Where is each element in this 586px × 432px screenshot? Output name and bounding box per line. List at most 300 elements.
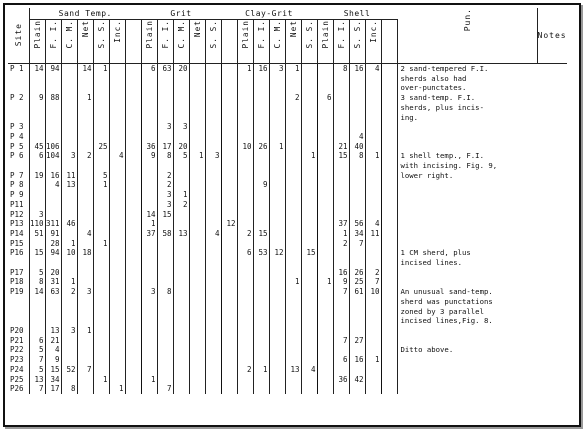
count-cell — [141, 83, 157, 93]
count-cell — [333, 210, 349, 220]
count-cell — [301, 345, 317, 355]
grit-subheader: Net — [189, 20, 205, 64]
count-cell — [77, 239, 93, 249]
note-cell: Ditto above. — [400, 345, 454, 355]
table-row — [8, 365, 567, 375]
count-cell — [125, 384, 141, 394]
note-cell: sherds also had — [400, 73, 467, 83]
count-cell: 6 — [333, 355, 349, 365]
notes-column-header: Notes — [537, 8, 567, 64]
count-cell — [45, 132, 61, 142]
count-cell — [61, 258, 77, 268]
count-cell: 3 — [205, 151, 221, 161]
count-cell: 8 — [333, 64, 349, 74]
count-cell — [269, 345, 285, 355]
count-cell — [317, 336, 333, 346]
note-cell: An unusual sand-temp. — [400, 287, 493, 297]
count-cell: 42 — [349, 375, 365, 385]
count-cell — [349, 113, 365, 123]
count-cell — [189, 268, 205, 278]
count-cell — [301, 307, 317, 317]
count-cell — [61, 336, 77, 346]
count-cell — [285, 287, 301, 297]
count-cell: 21 — [45, 336, 61, 346]
count-cell — [109, 365, 125, 375]
count-cell: 37 — [141, 229, 157, 239]
table-row — [8, 239, 567, 249]
count-cell — [205, 326, 221, 336]
count-cell: 15 — [157, 210, 173, 220]
count-cell — [301, 180, 317, 190]
count-cell — [365, 239, 381, 249]
count-cell — [109, 161, 125, 171]
table-row — [8, 326, 567, 336]
count-cell — [237, 345, 253, 355]
count-cell: 9 — [253, 180, 269, 190]
count-cell — [253, 161, 269, 171]
count-cell — [173, 248, 189, 258]
count-cell — [237, 151, 253, 161]
site-cell: P24 — [8, 365, 29, 375]
count-cell — [381, 239, 397, 249]
count-cell — [157, 248, 173, 258]
grit-subheader: F. I. — [157, 20, 173, 64]
count-cell — [349, 93, 365, 103]
count-cell — [45, 190, 61, 200]
count-cell: 8 — [157, 287, 173, 297]
sand-subheader: F. I. — [45, 20, 61, 64]
count-cell — [221, 210, 237, 220]
count-cell: 3 — [61, 326, 77, 336]
count-cell — [189, 287, 205, 297]
table-row — [8, 93, 567, 103]
count-cell — [221, 171, 237, 181]
count-cell — [189, 180, 205, 190]
count-cell: 311 — [45, 219, 60, 229]
count-cell — [221, 365, 237, 375]
count-cell — [125, 132, 141, 142]
count-cell — [253, 103, 269, 113]
note-cell — [397, 239, 537, 249]
count-cell — [285, 122, 301, 132]
count-cell — [109, 287, 125, 297]
site-column-header: Site — [8, 8, 29, 64]
count-cell — [93, 384, 109, 394]
table-row — [8, 132, 567, 142]
count-cell — [29, 74, 45, 84]
count-cell — [381, 161, 397, 171]
count-cell: 19 — [29, 171, 45, 181]
count-cell — [253, 200, 269, 210]
count-cell: 8 — [157, 151, 173, 161]
count-cell: 52 — [61, 365, 77, 375]
count-cell — [125, 161, 141, 171]
count-cell — [269, 200, 285, 210]
count-cell — [301, 200, 317, 210]
count-cell — [285, 180, 301, 190]
count-cell — [205, 297, 221, 307]
count-cell — [205, 74, 221, 84]
count-cell — [253, 355, 269, 365]
count-cell — [285, 297, 301, 307]
table-row — [8, 219, 567, 229]
count-cell — [301, 375, 317, 385]
count-cell — [125, 277, 141, 287]
table-row — [8, 180, 567, 190]
count-cell — [237, 83, 253, 93]
count-cell — [189, 190, 205, 200]
count-cell — [381, 316, 397, 326]
count-cell: 5 — [173, 151, 189, 161]
note-cell — [397, 180, 537, 190]
count-cell: 2 — [237, 365, 253, 375]
count-cell — [205, 190, 221, 200]
count-cell — [237, 287, 253, 297]
count-cell — [205, 161, 221, 171]
count-cell: 13 — [29, 375, 45, 385]
count-cell: 58 — [157, 229, 173, 239]
count-cell: 9 — [141, 151, 157, 161]
count-cell: 63 — [157, 64, 173, 74]
count-cell — [333, 345, 349, 355]
count-cell — [285, 83, 301, 93]
count-cell — [285, 229, 301, 239]
count-cell — [301, 210, 317, 220]
sand-temp-group-header: Sand Temp. — [29, 8, 141, 20]
count-cell — [301, 258, 317, 268]
count-cell — [205, 180, 221, 190]
count-cell — [381, 345, 397, 355]
count-cell — [109, 210, 125, 220]
count-cell — [365, 365, 381, 375]
count-cell — [301, 161, 317, 171]
count-cell — [365, 171, 381, 181]
count-cell: 106 — [45, 141, 60, 151]
count-cell — [189, 297, 205, 307]
count-cell — [333, 200, 349, 210]
count-cell: 34 — [45, 375, 61, 385]
count-cell — [29, 297, 45, 307]
count-cell — [381, 384, 397, 394]
count-cell: 2 — [157, 180, 173, 190]
count-cell: 2 — [333, 239, 349, 249]
count-cell — [301, 103, 317, 113]
count-cell — [109, 307, 125, 317]
count-cell: 4 — [45, 345, 61, 355]
table-row — [8, 316, 567, 326]
count-cell: 3 — [141, 287, 157, 297]
pottery-tally-table — [8, 8, 567, 394]
count-cell — [93, 83, 109, 93]
count-cell — [173, 219, 189, 229]
count-cell — [205, 122, 221, 132]
count-cell — [205, 103, 221, 113]
count-cell — [205, 132, 221, 142]
count-cell: 1 — [365, 355, 381, 365]
count-cell: 16 — [45, 171, 61, 181]
count-cell: 46 — [61, 219, 77, 229]
count-cell — [205, 384, 221, 394]
count-cell — [221, 307, 237, 317]
count-cell: 25 — [349, 277, 365, 287]
count-cell — [349, 180, 365, 190]
count-cell — [29, 326, 45, 336]
count-cell — [221, 375, 237, 385]
count-cell — [173, 316, 189, 326]
count-cell: 6 — [317, 93, 333, 103]
count-cell — [189, 142, 205, 152]
note-cell: incised lines. — [400, 258, 463, 268]
count-cell — [381, 103, 397, 113]
count-cell — [189, 365, 205, 375]
count-cell — [253, 210, 269, 220]
count-cell — [173, 297, 189, 307]
count-cell — [333, 248, 349, 258]
count-cell — [317, 142, 333, 152]
count-cell — [109, 74, 125, 84]
count-cell — [141, 171, 157, 181]
count-cell — [237, 326, 253, 336]
count-cell: 1 — [237, 64, 253, 74]
count-cell — [77, 316, 93, 326]
note-cell — [397, 355, 537, 365]
count-cell — [189, 210, 205, 220]
count-cell — [189, 161, 205, 171]
count-cell — [269, 113, 285, 123]
count-cell — [237, 103, 253, 113]
count-cell — [173, 355, 189, 365]
count-cell — [365, 375, 381, 385]
count-cell: 20 — [173, 64, 189, 74]
count-cell: 5 — [29, 268, 45, 278]
count-cell — [301, 113, 317, 123]
count-cell — [205, 365, 221, 375]
count-cell — [125, 210, 141, 220]
count-cell — [173, 277, 189, 287]
site-cell — [8, 113, 29, 123]
count-cell: 7 — [29, 355, 45, 365]
count-cell: 15 — [333, 151, 349, 161]
count-cell — [285, 190, 301, 200]
count-cell — [381, 248, 397, 258]
count-cell — [317, 83, 333, 93]
count-cell — [61, 64, 77, 74]
count-cell — [157, 277, 173, 287]
count-cell: 13 — [173, 229, 189, 239]
count-cell — [285, 151, 301, 161]
count-cell — [141, 345, 157, 355]
count-cell — [237, 219, 253, 229]
count-cell — [141, 258, 157, 268]
count-cell — [365, 180, 381, 190]
count-cell — [141, 268, 157, 278]
count-cell: 26 — [349, 268, 365, 278]
count-cell — [77, 132, 93, 142]
count-cell — [285, 248, 301, 258]
count-cell — [157, 355, 173, 365]
count-cell — [77, 103, 93, 113]
count-cell — [45, 74, 61, 84]
count-cell — [157, 336, 173, 346]
count-cell — [189, 248, 205, 258]
count-cell — [173, 103, 189, 113]
count-cell — [141, 113, 157, 123]
count-cell: 7 — [365, 277, 381, 287]
clay-subheader: Plain — [237, 20, 253, 64]
count-cell — [61, 113, 77, 123]
count-cell — [93, 307, 109, 317]
shell-subheader: Inc. — [365, 20, 381, 64]
count-cell — [29, 132, 45, 142]
count-cell — [189, 355, 205, 365]
count-cell — [381, 210, 397, 220]
count-cell — [61, 132, 77, 142]
count-cell — [285, 113, 301, 123]
count-cell — [77, 336, 93, 346]
note-cell: 1 CM sherd, plus — [400, 248, 471, 258]
count-cell — [285, 258, 301, 268]
site-cell: P17 — [8, 268, 29, 278]
count-cell — [189, 132, 205, 142]
count-cell: 25 — [93, 142, 109, 152]
count-cell — [237, 161, 253, 171]
count-cell — [77, 180, 93, 190]
count-cell — [109, 132, 125, 142]
count-cell — [381, 113, 397, 123]
count-cell: 1 — [93, 239, 109, 249]
count-cell — [93, 277, 109, 287]
count-cell: 36 — [333, 375, 349, 385]
count-cell — [301, 64, 317, 74]
count-cell — [237, 190, 253, 200]
count-cell — [93, 161, 109, 171]
count-cell: 4 — [349, 132, 365, 142]
count-cell — [381, 287, 397, 297]
count-cell: 1 — [61, 239, 77, 249]
table-row — [8, 190, 567, 200]
count-cell — [125, 151, 141, 161]
count-cell — [125, 355, 141, 365]
site-cell: P15 — [8, 239, 29, 249]
count-cell — [125, 345, 141, 355]
count-cell — [125, 64, 141, 74]
count-cell — [253, 74, 269, 84]
note-cell: over-punctates. — [400, 83, 467, 93]
count-cell — [61, 103, 77, 113]
count-cell — [29, 161, 45, 171]
count-cell — [381, 83, 397, 93]
count-cell — [221, 268, 237, 278]
count-cell: 12 — [221, 219, 237, 229]
count-cell — [333, 258, 349, 268]
site-cell: P22 — [8, 345, 29, 355]
count-cell: 45 — [29, 142, 45, 152]
blank-subheader — [221, 20, 237, 64]
count-cell — [77, 74, 93, 84]
count-cell — [269, 287, 285, 297]
count-cell — [269, 103, 285, 113]
count-cell — [61, 161, 77, 171]
count-cell — [285, 384, 301, 394]
count-cell — [109, 64, 125, 74]
count-cell — [205, 64, 221, 74]
count-cell — [45, 103, 61, 113]
count-cell — [205, 200, 221, 210]
count-cell — [381, 375, 397, 385]
note-cell — [397, 326, 537, 336]
site-cell: P20 — [8, 326, 29, 336]
count-cell — [301, 355, 317, 365]
count-cell — [285, 326, 301, 336]
count-cell — [253, 151, 269, 161]
count-cell: 94 — [45, 248, 61, 258]
count-cell — [221, 248, 237, 258]
count-cell — [157, 268, 173, 278]
note-cell: with incising. Fig. 9, — [400, 161, 498, 171]
count-cell — [333, 180, 349, 190]
count-cell — [253, 258, 269, 268]
count-cell: 3 — [77, 287, 93, 297]
count-cell — [349, 103, 365, 113]
count-cell: 1 — [93, 375, 109, 385]
count-cell — [349, 316, 365, 326]
count-cell — [381, 190, 397, 200]
count-cell — [349, 258, 365, 268]
count-cell — [349, 171, 365, 181]
table-row — [8, 113, 567, 123]
count-cell: 3 — [61, 151, 77, 161]
count-cell — [205, 113, 221, 123]
count-cell — [301, 297, 317, 307]
grit-group-header: Grit — [141, 8, 221, 20]
site-cell: P 2 — [8, 93, 29, 103]
count-cell — [173, 180, 189, 190]
count-cell — [125, 258, 141, 268]
count-cell — [381, 219, 397, 229]
count-cell — [301, 268, 317, 278]
count-cell — [349, 200, 365, 210]
count-cell — [189, 122, 205, 132]
count-cell — [29, 239, 45, 249]
count-cell: 4 — [365, 64, 381, 74]
count-cell — [173, 345, 189, 355]
count-cell — [333, 93, 349, 103]
count-cell — [317, 384, 333, 394]
count-cell — [317, 122, 333, 132]
count-cell: 31 — [45, 277, 61, 287]
count-cell — [173, 74, 189, 84]
table-row — [8, 83, 567, 93]
count-cell — [77, 190, 93, 200]
count-cell: 2 — [61, 287, 77, 297]
count-cell — [45, 210, 61, 220]
count-cell — [269, 151, 285, 161]
count-cell — [109, 326, 125, 336]
count-cell: 9 — [333, 277, 349, 287]
count-cell — [173, 336, 189, 346]
table-row — [8, 64, 567, 74]
count-cell — [381, 171, 397, 181]
count-cell — [77, 210, 93, 220]
count-cell — [125, 336, 141, 346]
count-cell — [221, 287, 237, 297]
count-cell: 11 — [61, 171, 77, 181]
count-cell: 14 — [29, 64, 45, 74]
count-cell — [269, 326, 285, 336]
count-cell — [173, 93, 189, 103]
site-cell: P 5 — [8, 142, 29, 152]
count-cell — [269, 355, 285, 365]
